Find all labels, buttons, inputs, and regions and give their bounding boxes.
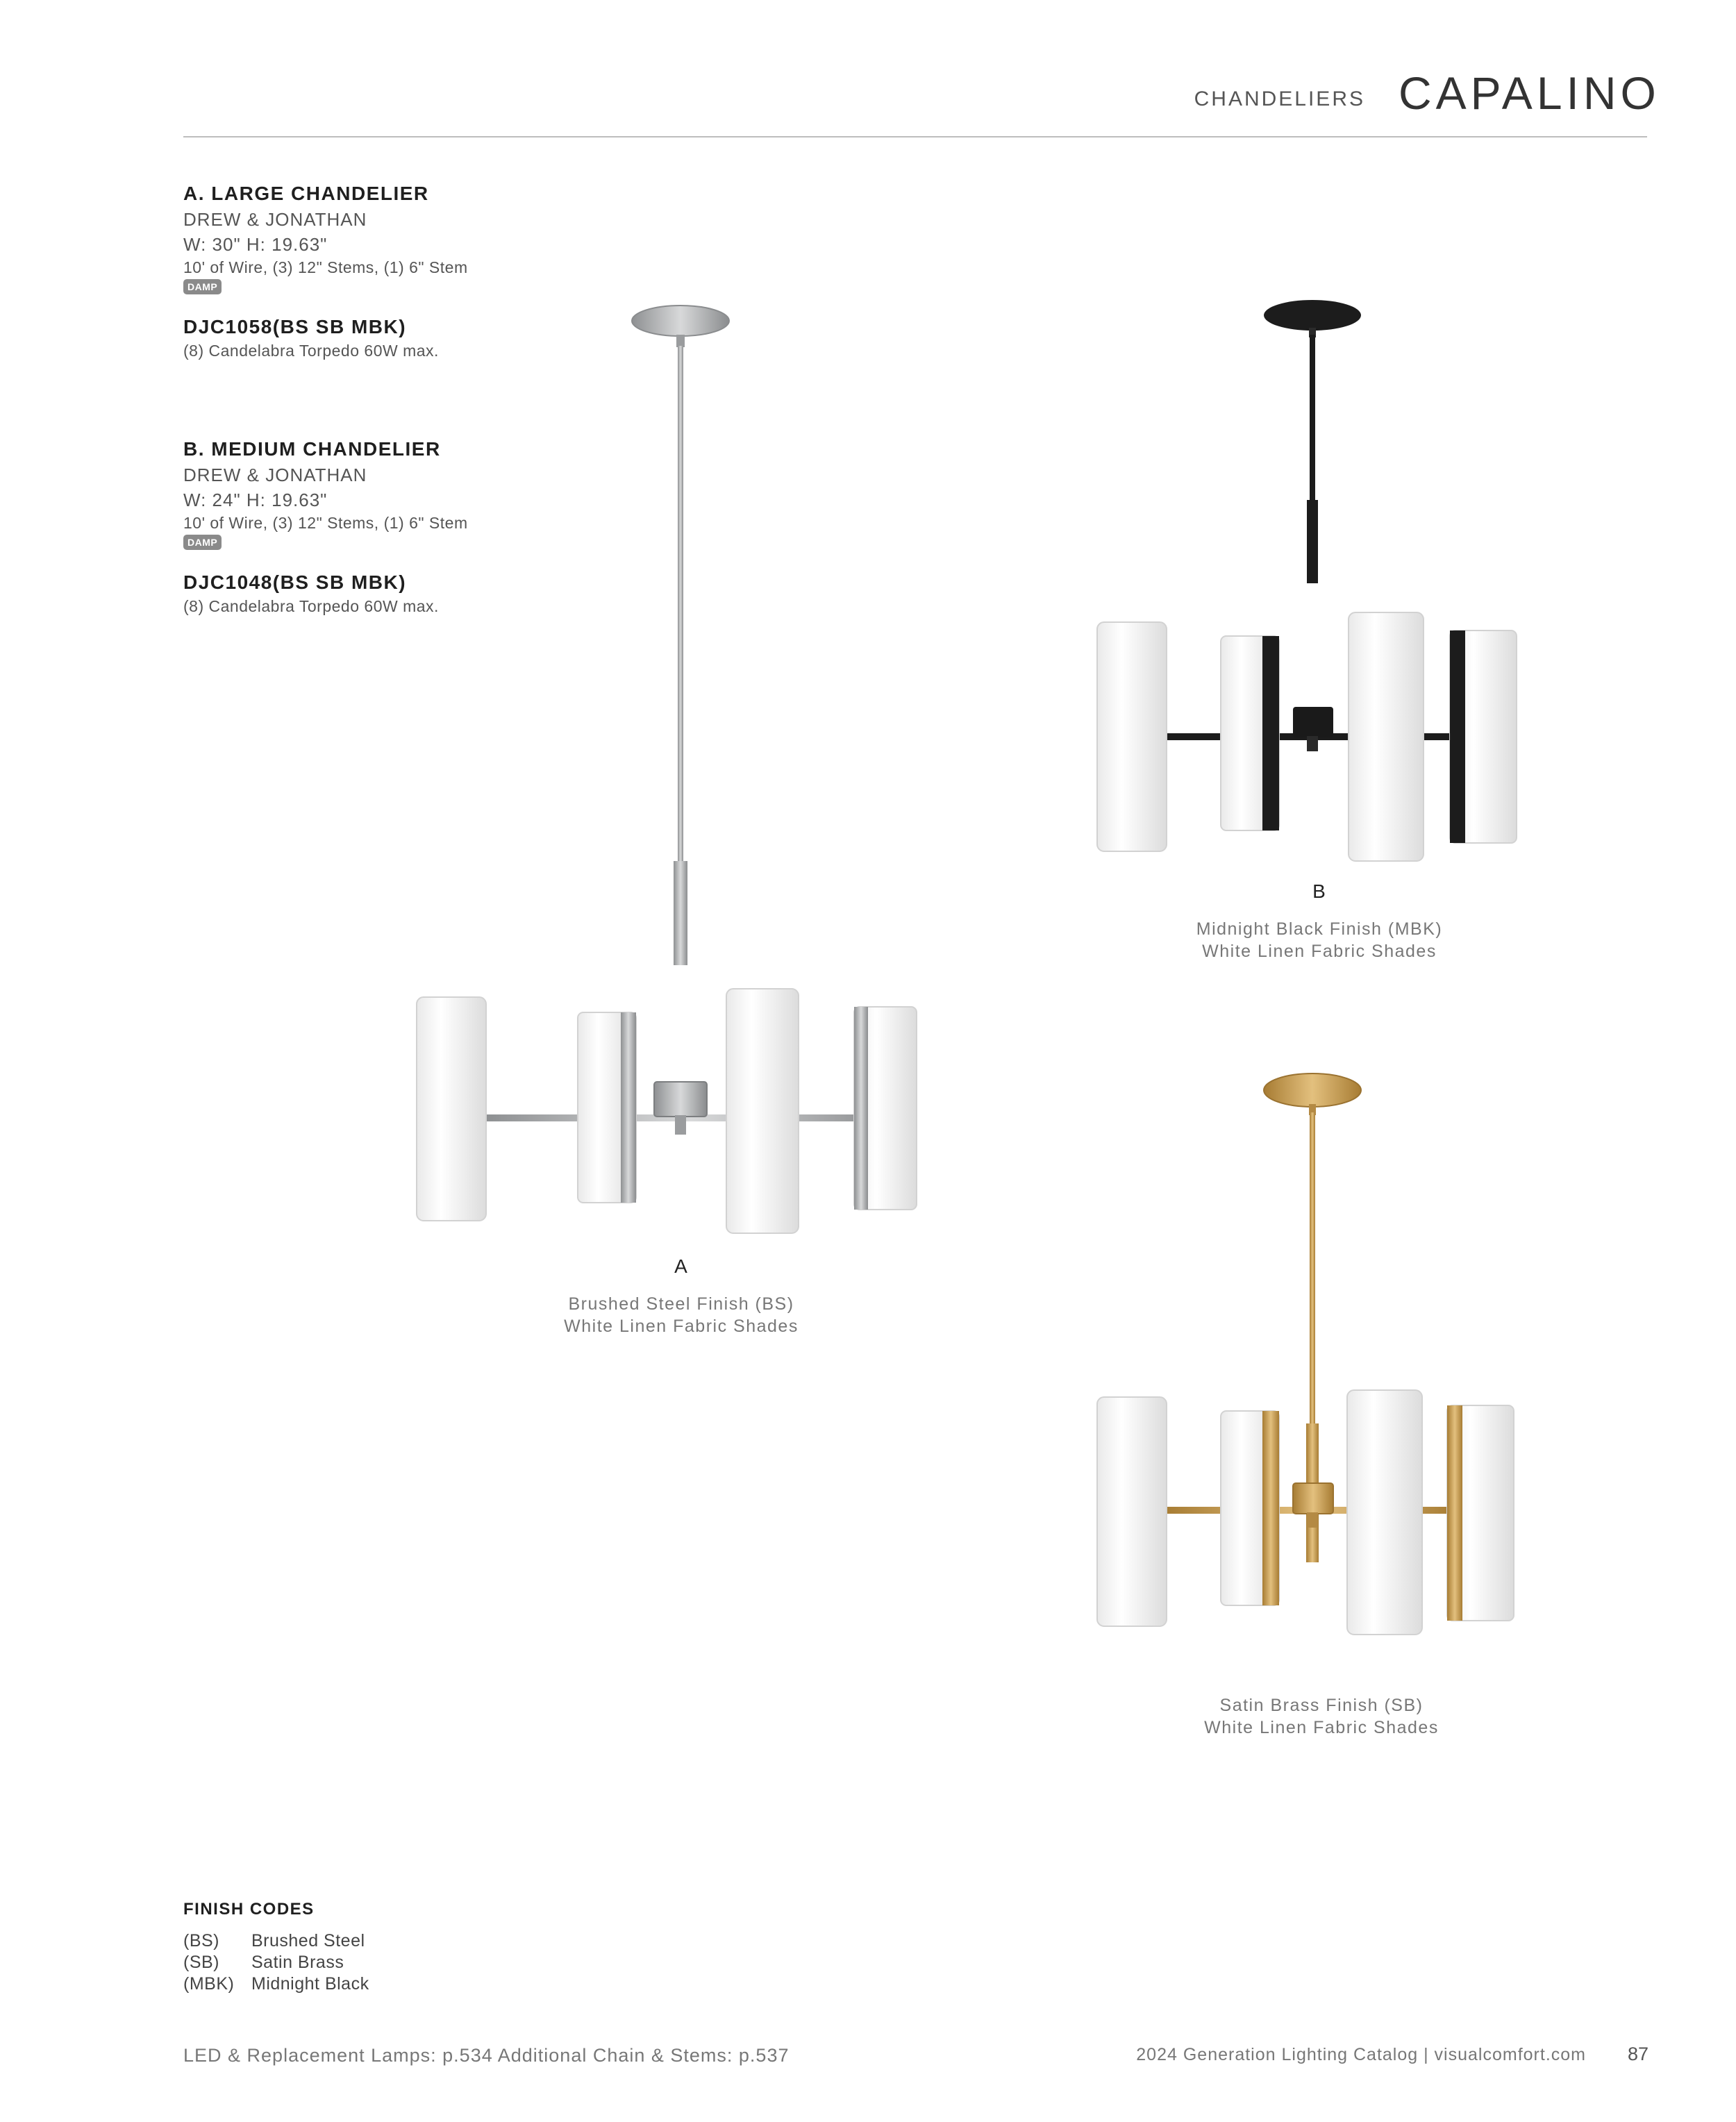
finish-code: (BS) bbox=[183, 1931, 219, 1950]
damp-rating-badge: DAMP bbox=[183, 279, 222, 294]
finish-codes-heading: FINISH CODES bbox=[183, 1900, 315, 1919]
chandelier-a-image bbox=[403, 292, 944, 1250]
finish-code-row bbox=[183, 1930, 365, 1952]
product-b-wire: 10' of Wire, (3) 12" Stems, (1) 6" Stem bbox=[183, 514, 468, 532]
product-b-lamping: (8) Candelabra Torpedo 60W max. bbox=[183, 597, 439, 615]
section-label: CHANDELIERS bbox=[1194, 87, 1365, 110]
product-b-title: B. MEDIUM CHANDELIER bbox=[183, 438, 441, 460]
finish-name: Satin Brass bbox=[251, 1953, 344, 1972]
chandelier-c-image bbox=[1083, 1062, 1528, 1646]
product-a-designer: DREW & JONATHAN bbox=[183, 209, 367, 230]
product-a-part-number: DJC1058(BS SB MBK) bbox=[183, 316, 407, 337]
image-c-shade-caption: White Linen Fabric Shades bbox=[1204, 1718, 1439, 1737]
product-a-wire: 10' of Wire, (3) 12" Stems, (1) 6" Stem bbox=[183, 258, 468, 276]
damp-rating-badge: DAMP bbox=[183, 535, 222, 550]
image-b-letter: B bbox=[1312, 880, 1326, 902]
product-a-title: A. LARGE CHANDELIER bbox=[183, 183, 429, 204]
finish-code-row bbox=[183, 1973, 369, 1995]
product-b-designer: DREW & JONATHAN bbox=[183, 465, 367, 485]
product-b-dimensions: W: 24" H: 19.63" bbox=[183, 490, 328, 510]
product-a-dimensions: W: 30" H: 19.63" bbox=[183, 234, 328, 255]
image-b-finish-caption: Midnight Black Finish (MBK) bbox=[1196, 919, 1443, 939]
image-b-shade-caption: White Linen Fabric Shades bbox=[1202, 942, 1437, 961]
collection-title: CAPALINO bbox=[1399, 67, 1660, 119]
image-a-letter: A bbox=[674, 1255, 688, 1277]
finish-name: Midnight Black bbox=[251, 1974, 369, 1994]
page-number: 87 bbox=[1627, 2044, 1649, 2064]
finish-name: Brushed Steel bbox=[251, 1931, 365, 1950]
finish-code-row bbox=[183, 1952, 344, 1973]
chandelier-b-image bbox=[1083, 292, 1528, 861]
footer-lamps-reference: LED & Replacement Lamps: p.534 Additional Chain & Stems: p.537 bbox=[183, 2045, 790, 2066]
product-a-lamping: (8) Candelabra Torpedo 60W max. bbox=[183, 342, 439, 360]
image-c-finish-caption: Satin Brass Finish (SB) bbox=[1219, 1696, 1424, 1715]
footer-catalog-reference: 2024 Generation Lighting Catalog | visualcomfort.com bbox=[1136, 2045, 1586, 2064]
finish-code: (MBK) bbox=[183, 1974, 235, 1994]
image-a-finish-caption: Brushed Steel Finish (BS) bbox=[568, 1294, 794, 1314]
image-a-shade-caption: White Linen Fabric Shades bbox=[564, 1317, 799, 1336]
header-divider bbox=[183, 136, 1647, 137]
product-b-part-number: DJC1048(BS SB MBK) bbox=[183, 571, 407, 593]
finish-code: (SB) bbox=[183, 1953, 219, 1972]
